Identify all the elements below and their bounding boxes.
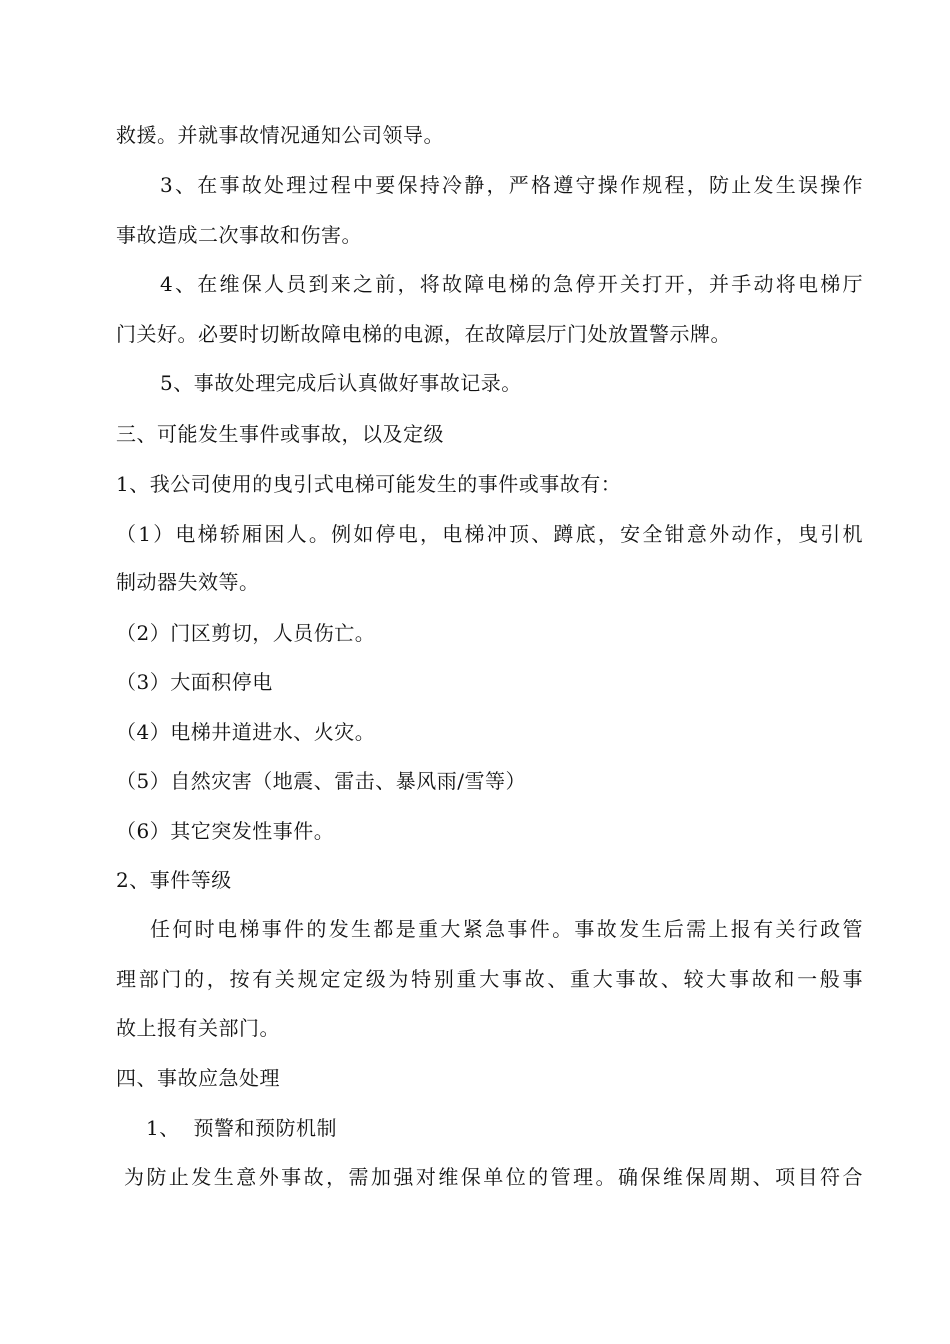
text-line: 1、我公司使用的曳引式电梯可能发生的事件或事故有：: [116, 472, 622, 496]
text-line: 5、事故处理完成后认真做好事故记录。: [160, 371, 522, 395]
text-line: 故上报有关部门。: [116, 1016, 280, 1040]
text-line: 救援。并就事故情况通知公司领导。: [116, 123, 444, 147]
text-line: 门关好。必要时切断故障电梯的电源，在故障层厅门处放置警示牌。: [116, 322, 731, 346]
list-item: （6）其它突发性事件。: [116, 819, 335, 843]
text-line: 4、在维保人员到来之前，将故障电梯的急停开关打开，并手动将电梯厅: [160, 272, 863, 296]
section-heading: 四、事故应急处理: [116, 1066, 280, 1090]
text-line: 为防止发生意外事故，需加强对维保单位的管理。确保维保周期、项目符合: [124, 1165, 863, 1189]
text-line: 事故造成二次事故和伤害。: [116, 223, 362, 247]
list-item: （2）门区剪切，人员伤亡。: [116, 621, 376, 645]
section-heading: 三、可能发生事件或事故，以及定级: [116, 422, 444, 446]
subsection-heading: 1、 预警和预防机制: [146, 1116, 337, 1140]
text-line: 3、在事故处理过程中要保持冷静，严格遵守操作规程，防止发生误操作: [160, 173, 863, 197]
list-item: （3）大面积停电: [116, 670, 273, 694]
list-item: （1）电梯轿厢困人。例如停电，电梯冲顶、蹲底，安全钳意外动作，曳引机: [116, 522, 863, 546]
text-line: 理部门的，按有关规定定级为特别重大事故、重大事故、较大事故和一般事: [116, 967, 863, 991]
subsection-heading: 2、事件等级: [116, 868, 232, 892]
list-item: （5）自然灾害（地震、雷击、暴风雨/雪等）: [116, 769, 526, 793]
text-line: 任何时电梯事件的发生都是重大紧急事件。事故发生后需上报有关行政管: [150, 917, 863, 941]
text-line: 制动器失效等。: [116, 570, 260, 594]
list-item: （4）电梯井道进水、火灾。: [116, 720, 376, 744]
